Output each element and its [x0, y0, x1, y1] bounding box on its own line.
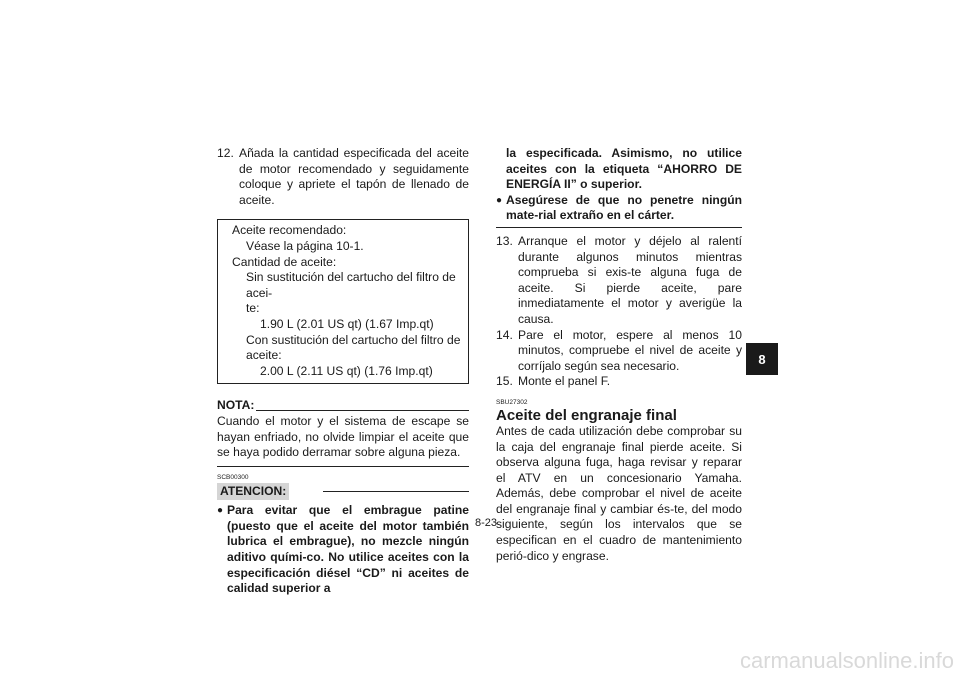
spec-line: aceite: — [246, 348, 282, 363]
step-number: 14. — [496, 327, 513, 342]
section-title: Aceite del engranaje final — [496, 406, 677, 424]
caution-heading — [217, 483, 469, 501]
watermark: carmanualsonline.info — [739, 648, 954, 673]
step-text: Arranque el motor y déjelo al ralentí durante algunos minutos mientras comprueba si exis-te alguna fuga de aceite. Si pierde aceite, pare inmediatamente el motor y averigüe la causa. — [518, 233, 742, 326]
nota-label: NOTA: — [217, 398, 255, 413]
step-15 — [496, 374, 742, 390]
nota-text: Cuando el motor y el sistema de escape se hayan enfriado, no olvide limpiar el aceite que se haya podido derramar sobre alguna pieza. — [217, 413, 469, 460]
nota-heading — [217, 398, 469, 414]
section-paragraph: Antes de cada utilización debe comprobar su la caja del engranaje final pierde aceite. Si observa alguna fuga, haga revisar y reparar el ATV en un concesionario Yamaha. Además, debe comprobar el nivel de aceite del engranaje final y cambiar és-te, del modo siguiente, según los intervalos que se especifican en el cuadro de mantenimiento perió-dico y engrase. — [496, 423, 742, 563]
divider — [217, 466, 469, 467]
page-number: 8-23 — [474, 517, 498, 529]
caution-code: SCB00300 — [217, 473, 249, 481]
bullet-icon: ● — [496, 194, 503, 206]
step-13 — [496, 234, 742, 328]
spec-line: Con sustitución del cartucho del filtro de — [246, 332, 461, 347]
spec-line: Sin sustitución del cartucho del filtro de acei- — [246, 270, 456, 300]
bullet-text: Asegúrese de que no penetre ningún mate-rial extraño en el cárter. — [506, 192, 742, 223]
chapter-tab: 8 — [746, 343, 778, 375]
left-column — [217, 146, 469, 597]
step-12 — [217, 146, 469, 208]
spec-line: 2.00 L (2.11 US qt) (1.76 Imp.qt) — [260, 363, 433, 378]
step-number: 13. — [496, 233, 513, 248]
step-14 — [496, 328, 742, 375]
spec-line: Aceite recomendado: — [232, 223, 347, 238]
caution-label: ATENCION: — [217, 483, 289, 501]
divider — [256, 410, 469, 411]
bullet-icon: ● — [217, 505, 224, 517]
step-text: Pare el motor, espere al menos 10 minutos, compruebe el nivel de aceite y corríjalo según sea necesario. — [518, 327, 742, 373]
divider — [323, 491, 469, 492]
right-column — [496, 146, 742, 564]
divider — [496, 227, 742, 228]
caution-bullet-continued: la especificada. Asimismo, no utilice aceites con la etiqueta “AHORRO DE ENERGÍA II” o superior. — [506, 146, 742, 192]
caution-bullet — [496, 193, 742, 224]
step-number: 12. — [217, 146, 234, 160]
spec-line: te: — [246, 301, 260, 316]
bullet-text: Para evitar que el embrague patine (puesto que el aceite del motor también lubrica el embrague), no mezcle ningún aditivo quími-co. No utilice aceites con la especificación diésel “CD” ni aceites de calidad superior a — [227, 503, 469, 596]
section-code: SBU27302 — [496, 398, 528, 406]
step-number: 15. — [496, 374, 513, 389]
step-text: Añada la cantidad especificada del aceite de motor recomendado y seguidamente coloque y apriete el tapón de llenado de aceite. — [239, 146, 469, 207]
spec-line: Cantidad de aceite: — [232, 254, 337, 269]
step-text: Monte el panel F. — [518, 374, 611, 389]
spec-line: 1.90 L (2.01 US qt) (1.67 Imp.qt) — [260, 316, 434, 331]
caution-bullet — [217, 503, 469, 597]
spec-line: Véase la página 10-1. — [246, 238, 364, 253]
oil-spec-box — [217, 219, 469, 384]
